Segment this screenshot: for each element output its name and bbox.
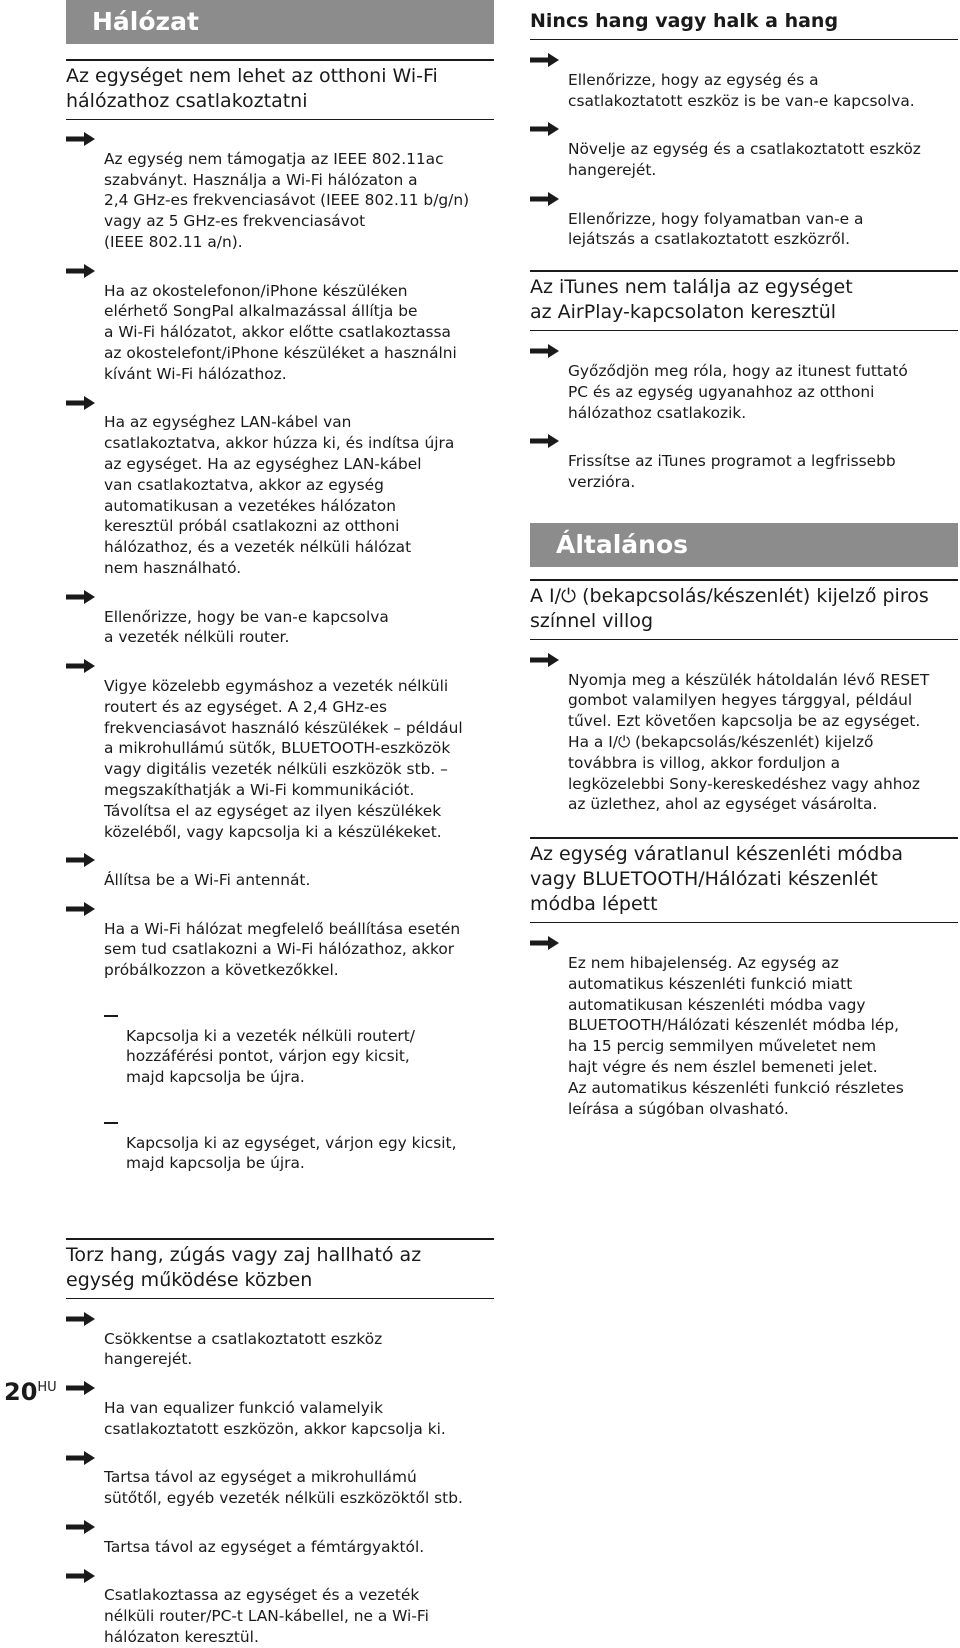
- arrow-right-icon: [530, 343, 560, 359]
- list-item: [530, 340, 958, 423]
- arrow-right-icon: [530, 433, 560, 449]
- sub-item-text: Kapcsolja ki a vezeték nélküli routert/ hozzáférési pontot, várjon egy kicsit, majd kapcsolja be újra.: [126, 1026, 415, 1087]
- list-item: [66, 392, 494, 579]
- item-text: Vigye közelebb egymáshoz a vezeték nélküli routert és az egységet. A 2,4 GHz-es frekvenciasávot használó készülékek – például a mikrohullámú sütők, BLUETOOTH-eszközök vagy digitális vezeték nélküli eszközök stb. – megszakíthatják a Wi-Fi kommunikációt. Távolítsa el az egységet az ilyen készülékek közeléből, vagy kapcsolja ki a készülékeket.: [104, 676, 463, 841]
- arrow-right-icon: [66, 658, 96, 674]
- page-number: [4, 1378, 57, 1406]
- arrow-right-icon: [530, 121, 560, 137]
- list-item: [66, 1377, 494, 1439]
- item-text: Tartsa távol az egységet a mikrohullámú sütőtől, egyéb vezeték nélküli eszközöktől stb.: [104, 1468, 463, 1508]
- item-text: Tartsa távol az egységet a fémtárgyaktól.: [104, 1537, 425, 1556]
- list-item: [530, 118, 958, 180]
- topic-title-wifi-connect: Az egységet nem lehet az otthoni Wi-Fi hálózathoz csatlakoztatni: [66, 59, 494, 120]
- wifi-connect-items: [66, 128, 494, 1216]
- arrow-right-icon: [66, 263, 96, 279]
- topic-title-unexpected-standby: Az egység váratlanul készenléti módba vagy BLUETOOTH/Hálózati készenlét módba lépett: [530, 837, 958, 923]
- arrow-right-icon: [530, 935, 560, 951]
- item-text: Ellenőrizze, hogy az egység és a csatlakoztatott eszköz is be van-e kapcsolva.: [568, 70, 915, 110]
- list-item: [66, 1516, 494, 1558]
- list-item: [530, 430, 958, 492]
- item-text: Ellenőrizze, hogy be van-e kapcsolva a vezeték nélküli router.: [104, 607, 389, 647]
- list-item: [66, 128, 494, 253]
- sub-list-item: [104, 1112, 494, 1174]
- item-text: Ha az egységhez LAN-kábel van csatlakoztatva, akkor húzza ki, és indítsa újra az egységet. Ha az egységhez LAN-kábel van csatlakoztatva, akkor az egység automatikusan a vezetékes hálózaton keresztül próbál csatlakozni az otthoni hálózathoz, és a vezeték nélküli hálózat nem használható.: [104, 413, 455, 577]
- arrow-right-icon: [66, 852, 96, 868]
- list-item: [66, 898, 494, 1216]
- item-text: Ellenőrizze, hogy folyamatban van-e a lejátszás a csatlakoztatott eszközről.: [568, 209, 864, 249]
- list-item: [66, 1447, 494, 1509]
- list-item: [530, 188, 958, 250]
- list-item: [66, 586, 494, 648]
- list-item: [66, 260, 494, 385]
- arrow-right-icon: [66, 1519, 96, 1535]
- item-text: Nyomja meg a készülék hátoldalán lévő RESET gombot valamilyen hegyes tárggyal, például tűvel. Ezt követően kapcsolja be az egységet. Ha a I/⏻ (bekapcsolás/készenlét) kijelző továbbra is villog, akkor forduljon a legközelebbi Sony-kereskedéshez vagy ahhoz az üzlethez, ahol az egységet vásárolta.: [568, 670, 930, 814]
- arrow-right-icon: [66, 1450, 96, 1466]
- distorted-sound-items: [66, 1308, 494, 1648]
- dash-icon: [104, 1015, 118, 1017]
- arrow-right-icon: [66, 1311, 96, 1327]
- item-text: Ha a Wi-Fi hálózat megfelelő beállítása esetén sem tud csatlakozni a Wi-Fi hálózathoz, akkor próbálkozzon a következőkkel.: [104, 919, 461, 980]
- page-number-value: 20: [4, 1378, 38, 1406]
- right-column: [530, 0, 958, 1119]
- arrow-right-icon: [66, 1380, 96, 1396]
- dash-icon: [104, 1122, 118, 1124]
- item-text: Ha van equalizer funkció valamelyik csatlakoztatott eszközön, akkor kapcsolja ki.: [104, 1399, 446, 1438]
- arrow-right-icon: [66, 589, 96, 605]
- left-column: [66, 0, 494, 1648]
- item-text: Ha az okostelefonon/iPhone készüléken elérhető SongPal alkalmazással állítja be a Wi-Fi hálózatot, akkor előtte csatlakoztassa az okostelefont/iPhone készüléket a használni kívánt Wi-Fi hálózathoz.: [104, 281, 457, 383]
- arrow-right-icon: [530, 652, 560, 668]
- list-item: [66, 1308, 494, 1370]
- item-text: Csökkentse a csatlakoztatott eszköz hangerejét.: [104, 1329, 383, 1369]
- item-text: Az egység nem támogatja az IEEE 802.11ac szabványt. Használja a Wi-Fi hálózaton a 2,4 GHz-es frekvenciasávot (IEEE 802.11 b/g/n) vagy az 5 GHz-es frekvenciasávot (IEEE 802.11 a/n).: [104, 149, 470, 251]
- no-sound-items: [530, 49, 958, 250]
- sub-list: [104, 984, 494, 1195]
- list-item: [530, 649, 958, 815]
- page-language-code: HU: [37, 1380, 57, 1395]
- list-item: [66, 655, 494, 842]
- item-text: Csatlakoztassa az egységet és a vezeték nélküli router/PC-t LAN-kábellel, ne a Wi-Fi hálózaton keresztül.: [104, 1586, 429, 1646]
- item-text: Győződjön meg róla, hogy az itunest futtató PC és az egység ugyanahhoz az otthoni hálózathoz csatlakozik.: [568, 361, 908, 422]
- list-item: [530, 49, 958, 111]
- section-banner-general: Általános: [530, 523, 958, 567]
- list-item: [66, 849, 494, 891]
- sub-item-text: Kapcsolja ki az egységet, várjon egy kicsit, majd kapcsolja be újra.: [126, 1133, 457, 1173]
- itunes-airplay-items: [530, 340, 958, 493]
- unexpected-standby-items: [530, 932, 958, 1119]
- item-text: Frissítse az iTunes programot a legfrissebb verzióra.: [568, 452, 896, 491]
- item-text: Ez nem hibajelenség. Az egység az automatikus készenléti funkció miatt automatikusan készenléti módba vagy BLUETOOTH/Hálózati készenlét módba lép, ha 15 percig semmilyen műveletet nem hajt végre és nem észlel bemeneti jelet. Az automatikus készenléti funkció részletes leírása a súgóban olvasható.: [568, 953, 904, 1118]
- arrow-right-icon: [530, 52, 560, 68]
- section-banner-network: Hálózat: [66, 0, 494, 44]
- item-text: Növelje az egység és a csatlakoztatott eszköz hangerejét.: [568, 140, 921, 179]
- arrow-right-icon: [66, 901, 96, 917]
- topic-title-distorted-sound: Torz hang, zúgás vagy zaj hallható az egység működése közben: [66, 1238, 494, 1299]
- arrow-right-icon: [66, 131, 96, 147]
- power-indicator-items: [530, 649, 958, 815]
- arrow-right-icon: [66, 395, 96, 411]
- topic-title-no-sound: Nincs hang vagy halk a hang: [530, 6, 958, 40]
- sub-list-item: [104, 1005, 494, 1088]
- arrow-right-icon: [530, 191, 560, 207]
- topic-title-power-indicator: A I/⏻ (bekapcsolás/készenlét) kijelző piros színnel villog: [530, 579, 958, 640]
- item-text: Állítsa be a Wi-Fi antennát.: [104, 871, 311, 890]
- arrow-right-icon: [66, 1568, 96, 1584]
- list-item: [66, 1565, 494, 1648]
- list-item: [530, 932, 958, 1119]
- topic-title-itunes-airplay: Az iTunes nem találja az egységet az AirPlay-kapcsolaton keresztül: [530, 270, 958, 331]
